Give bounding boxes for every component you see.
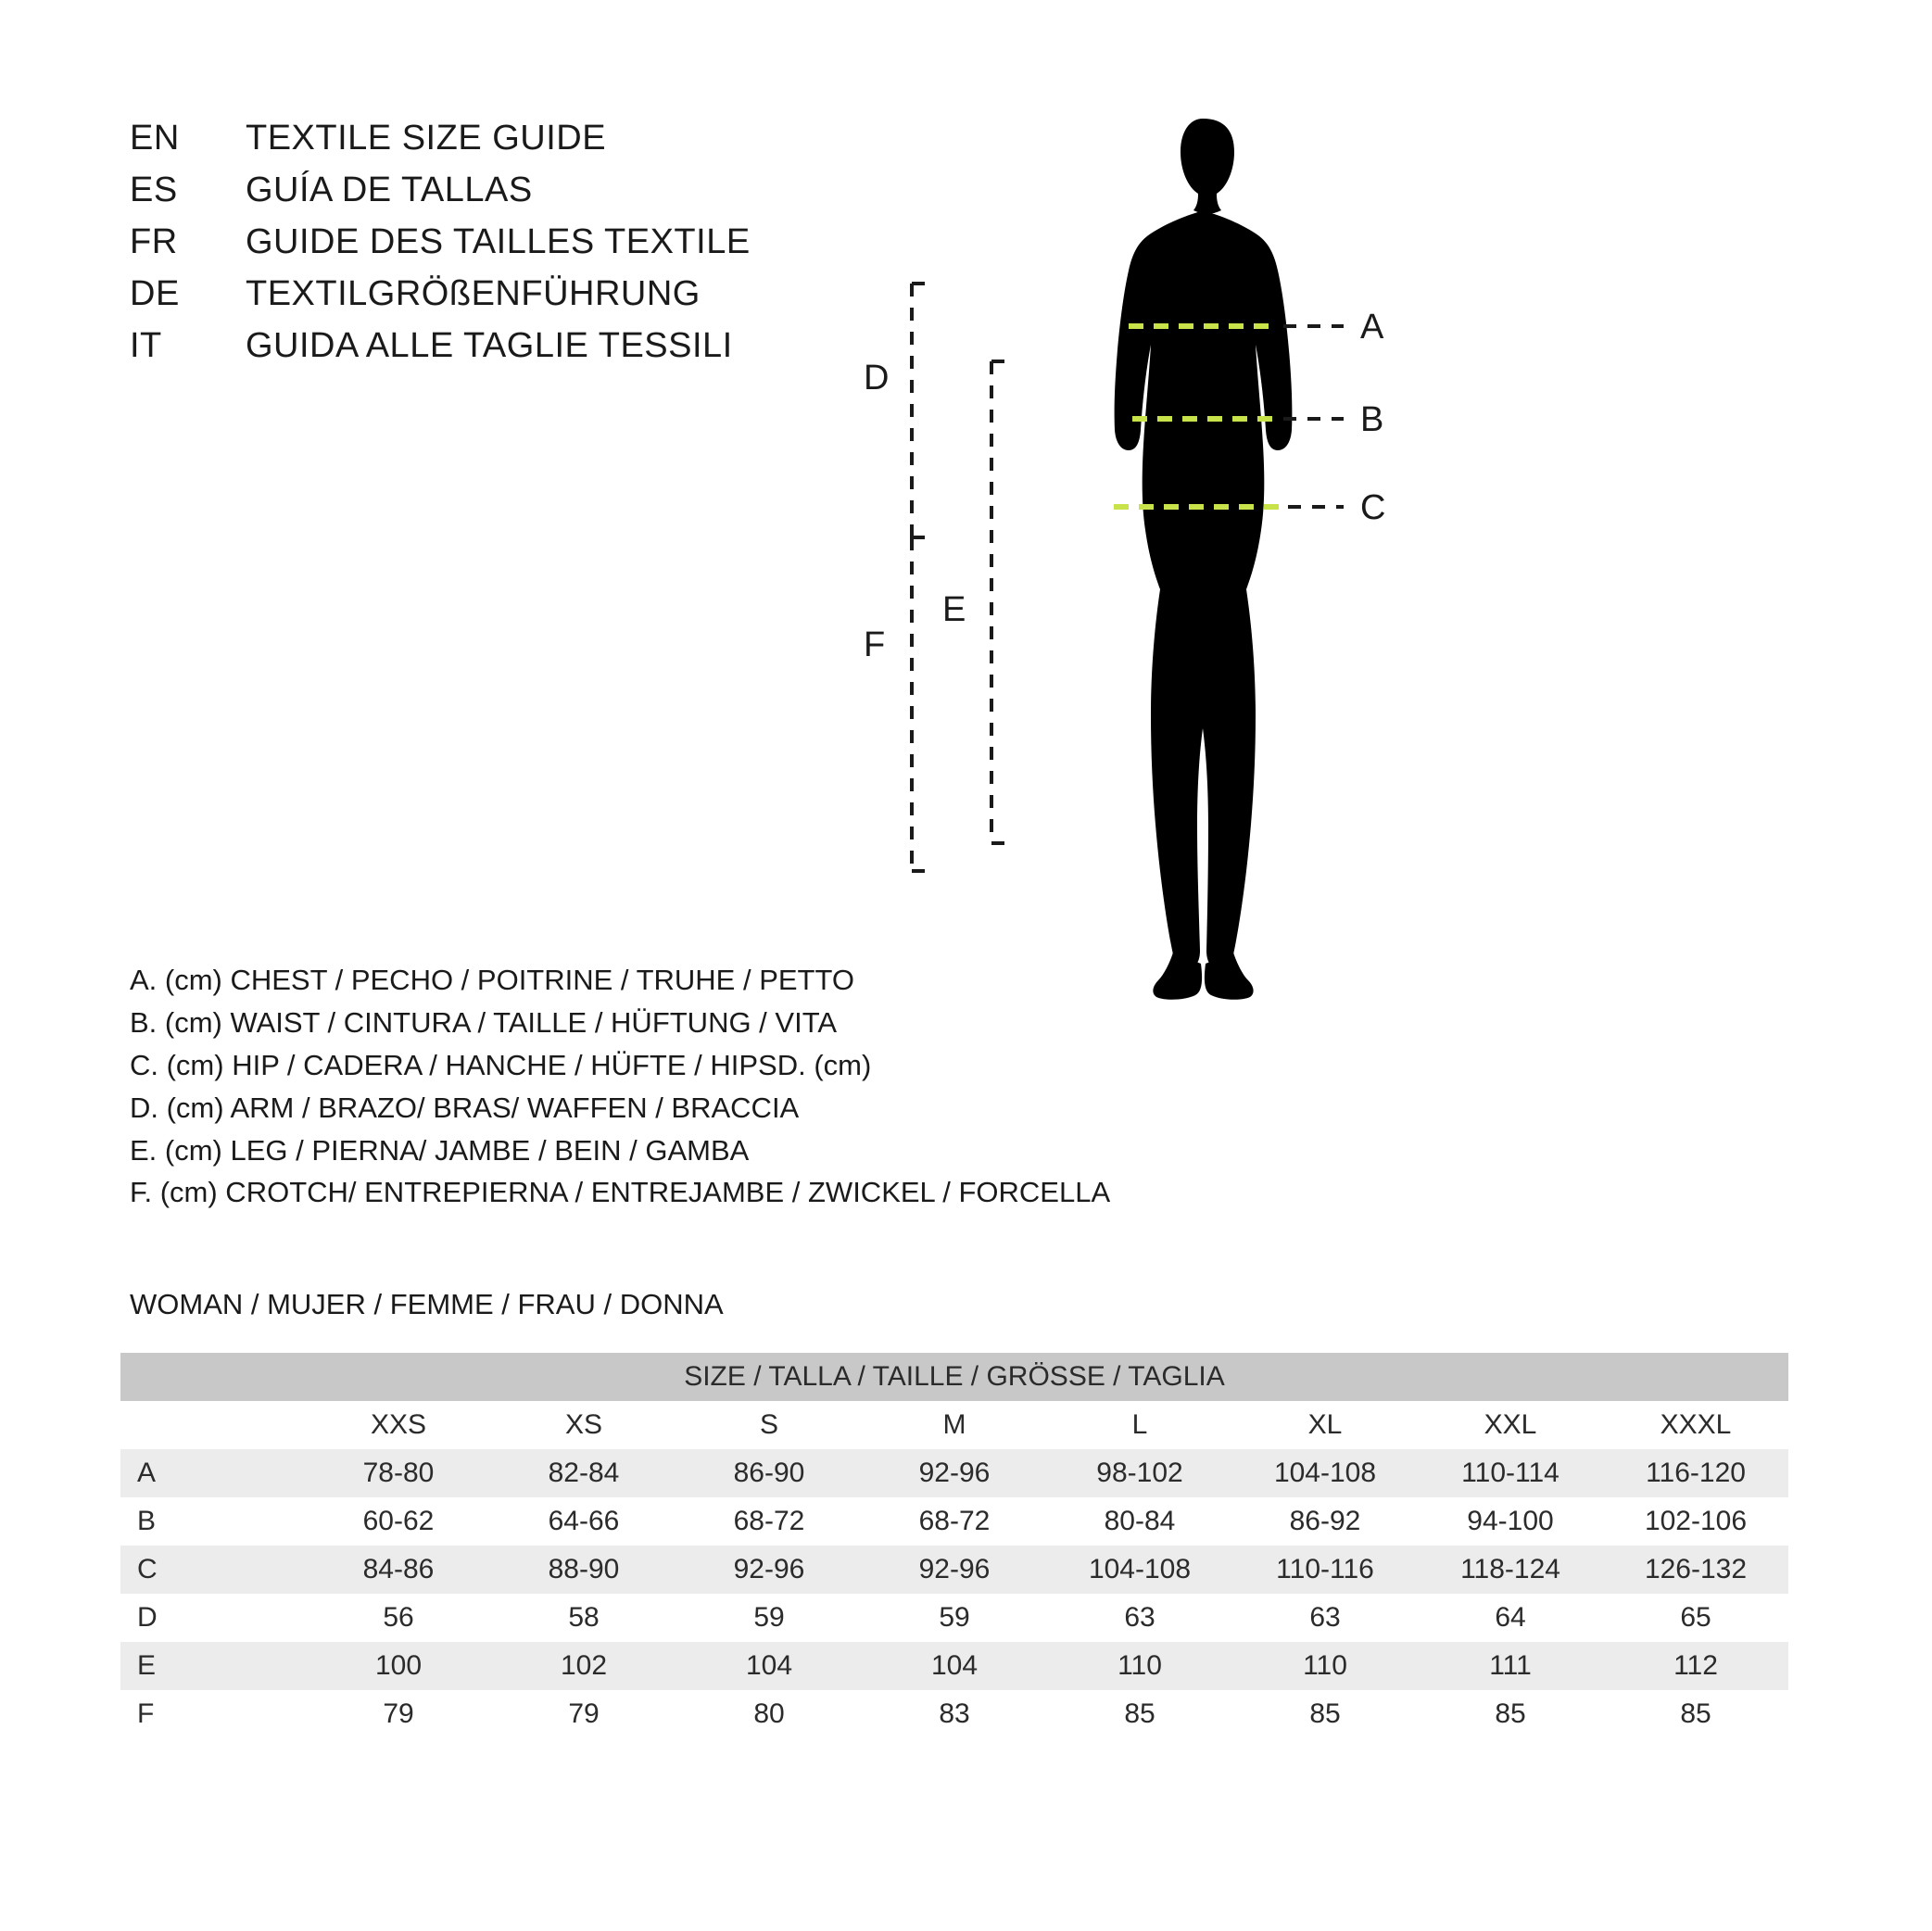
- cell-c-xxl: 118-124: [1418, 1546, 1603, 1594]
- cell-b-l: 80-84: [1047, 1497, 1232, 1546]
- marker-label-b: B: [1360, 400, 1384, 439]
- size-table-wrap: [120, 1353, 1788, 1738]
- female-silhouette-icon: [1115, 119, 1293, 1000]
- size-col-xxl: XXL: [1418, 1401, 1603, 1449]
- row-label-b: B: [120, 1497, 306, 1546]
- cell-e-xxs: 100: [306, 1642, 491, 1690]
- cell-f-xxxl: 85: [1603, 1690, 1788, 1738]
- cell-b-s: 68-72: [676, 1497, 862, 1546]
- legend-line-d: D. (cm) ARM / BRAZO/ BRAS/ WAFFEN / BRACCIA: [130, 1091, 800, 1124]
- cell-e-s: 104: [676, 1642, 862, 1690]
- marker-label-a: A: [1360, 308, 1384, 347]
- legend-block: [130, 959, 1288, 1214]
- title-lang-fr: FR: [130, 222, 178, 261]
- table-row: [120, 1642, 1788, 1690]
- marker-leaders: [1283, 326, 1344, 507]
- cell-f-xs: 79: [491, 1690, 676, 1738]
- table-row: [120, 1449, 1788, 1497]
- cell-b-xl: 86-92: [1232, 1497, 1418, 1546]
- cell-a-s: 86-90: [676, 1449, 862, 1497]
- size-col-s: S: [676, 1401, 862, 1449]
- title-block: [130, 119, 964, 378]
- sizes-row-corner: [120, 1401, 306, 1449]
- cell-a-xs: 82-84: [491, 1449, 676, 1497]
- table-row: [120, 1594, 1788, 1642]
- cell-e-xl: 110: [1232, 1642, 1418, 1690]
- row-label-d: D: [120, 1594, 306, 1642]
- cell-c-s: 92-96: [676, 1546, 862, 1594]
- cell-a-xxxl: 116-120: [1603, 1449, 1788, 1497]
- size-col-xxxl: XXXL: [1603, 1401, 1788, 1449]
- cell-b-m: 68-72: [862, 1497, 1047, 1546]
- size-col-m: M: [862, 1401, 1047, 1449]
- row-label-a: A: [120, 1449, 306, 1497]
- size-col-l: L: [1047, 1401, 1232, 1449]
- cell-b-xxxl: 102-106: [1603, 1497, 1788, 1546]
- cell-a-xxl: 110-114: [1418, 1449, 1603, 1497]
- title-lang-de: DE: [130, 274, 180, 313]
- size-col-xs: XS: [491, 1401, 676, 1449]
- cell-d-xs: 58: [491, 1594, 676, 1642]
- cell-f-xl: 85: [1232, 1690, 1418, 1738]
- legend-line-b: B. (cm) WAIST / CINTURA / TAILLE / HÜFTUNG / VITA: [130, 1005, 838, 1039]
- title-lang-es: ES: [130, 170, 178, 209]
- cell-d-xxl: 64: [1418, 1594, 1603, 1642]
- cell-d-xl: 63: [1232, 1594, 1418, 1642]
- cell-f-s: 80: [676, 1690, 862, 1738]
- row-label-f: F: [120, 1690, 306, 1738]
- marker-label-c: C: [1360, 488, 1386, 527]
- cell-a-m: 92-96: [862, 1449, 1047, 1497]
- row-label-e: E: [120, 1642, 306, 1690]
- cell-f-m: 83: [862, 1690, 1047, 1738]
- table-header-label: SIZE / TALLA / TAILLE / GRÖSSE / TAGLIA: [120, 1353, 1788, 1401]
- title-text-fr: GUIDE DES TAILLES TEXTILE: [246, 222, 751, 261]
- cell-b-xxl: 94-100: [1418, 1497, 1603, 1546]
- title-row-es: [130, 170, 964, 210]
- cell-d-m: 59: [862, 1594, 1047, 1642]
- title-text-es: GUÍA DE TALLAS: [246, 170, 533, 209]
- cell-d-xxxl: 65: [1603, 1594, 1788, 1642]
- title-row-it: [130, 326, 964, 366]
- cell-e-m: 104: [862, 1642, 1047, 1690]
- cell-e-xxl: 111: [1418, 1642, 1603, 1690]
- cell-f-xxl: 85: [1418, 1690, 1603, 1738]
- legend-line-c: C. (cm) HIP / CADERA / HANCHE / HÜFTE / HIPSD. (cm): [130, 1048, 872, 1081]
- cell-d-l: 63: [1047, 1594, 1232, 1642]
- cell-f-l: 85: [1047, 1690, 1232, 1738]
- cell-c-xl: 110-116: [1232, 1546, 1418, 1594]
- cell-e-xxxl: 112: [1603, 1642, 1788, 1690]
- cell-c-xxxl: 126-132: [1603, 1546, 1788, 1594]
- marker-label-e: E: [942, 590, 966, 629]
- table-sizes-row: [120, 1401, 1788, 1449]
- cell-c-l: 104-108: [1047, 1546, 1232, 1594]
- legend-line-f: F. (cm) CROTCH/ ENTREPIERNA / ENTREJAMBE / ZWICKEL / FORCELLA: [130, 1176, 1111, 1209]
- title-text-it: GUIDA ALLE TAGLIE TESSILI: [246, 326, 733, 365]
- cell-a-xxs: 78-80: [306, 1449, 491, 1497]
- size-col-xxs: XXS: [306, 1401, 491, 1449]
- cell-b-xxs: 60-62: [306, 1497, 491, 1546]
- title-row-de: [130, 274, 964, 314]
- table-row: [120, 1497, 1788, 1546]
- title-lang-en: EN: [130, 119, 180, 158]
- cell-b-xs: 64-66: [491, 1497, 676, 1546]
- cell-d-s: 59: [676, 1594, 862, 1642]
- size-col-xl: XL: [1232, 1401, 1418, 1449]
- cell-a-xl: 104-108: [1232, 1449, 1418, 1497]
- title-row-fr: [130, 222, 964, 262]
- cell-d-xxs: 56: [306, 1594, 491, 1642]
- table-row: [120, 1546, 1788, 1594]
- group-label: WOMAN / MUJER / FEMME / FRAU / DONNA: [130, 1288, 724, 1320]
- cell-e-l: 110: [1047, 1642, 1232, 1690]
- cell-e-xs: 102: [491, 1642, 676, 1690]
- title-text-en: TEXTILE SIZE GUIDE: [246, 119, 607, 158]
- title-text-de: TEXTILGRÖßENFÜHRUNG: [246, 274, 701, 313]
- size-table: [120, 1353, 1788, 1738]
- table-header-row: [120, 1353, 1788, 1401]
- cell-c-xs: 88-90: [491, 1546, 676, 1594]
- title-lang-it: IT: [130, 326, 162, 365]
- cell-a-l: 98-102: [1047, 1449, 1232, 1497]
- cell-c-xxs: 84-86: [306, 1546, 491, 1594]
- table-row: [120, 1690, 1788, 1738]
- marker-label-d: D: [864, 359, 890, 398]
- row-label-c: C: [120, 1546, 306, 1594]
- cell-f-xxs: 79: [306, 1690, 491, 1738]
- marker-label-f: F: [864, 625, 886, 664]
- title-row-en: [130, 119, 964, 158]
- legend-line-a: A. (cm) CHEST / PECHO / POITRINE / TRUHE / PETTO: [130, 964, 854, 996]
- legend-line-e: E. (cm) LEG / PIERNA/ JAMBE / BEIN / GAMBA: [130, 1133, 750, 1167]
- cell-c-m: 92-96: [862, 1546, 1047, 1594]
